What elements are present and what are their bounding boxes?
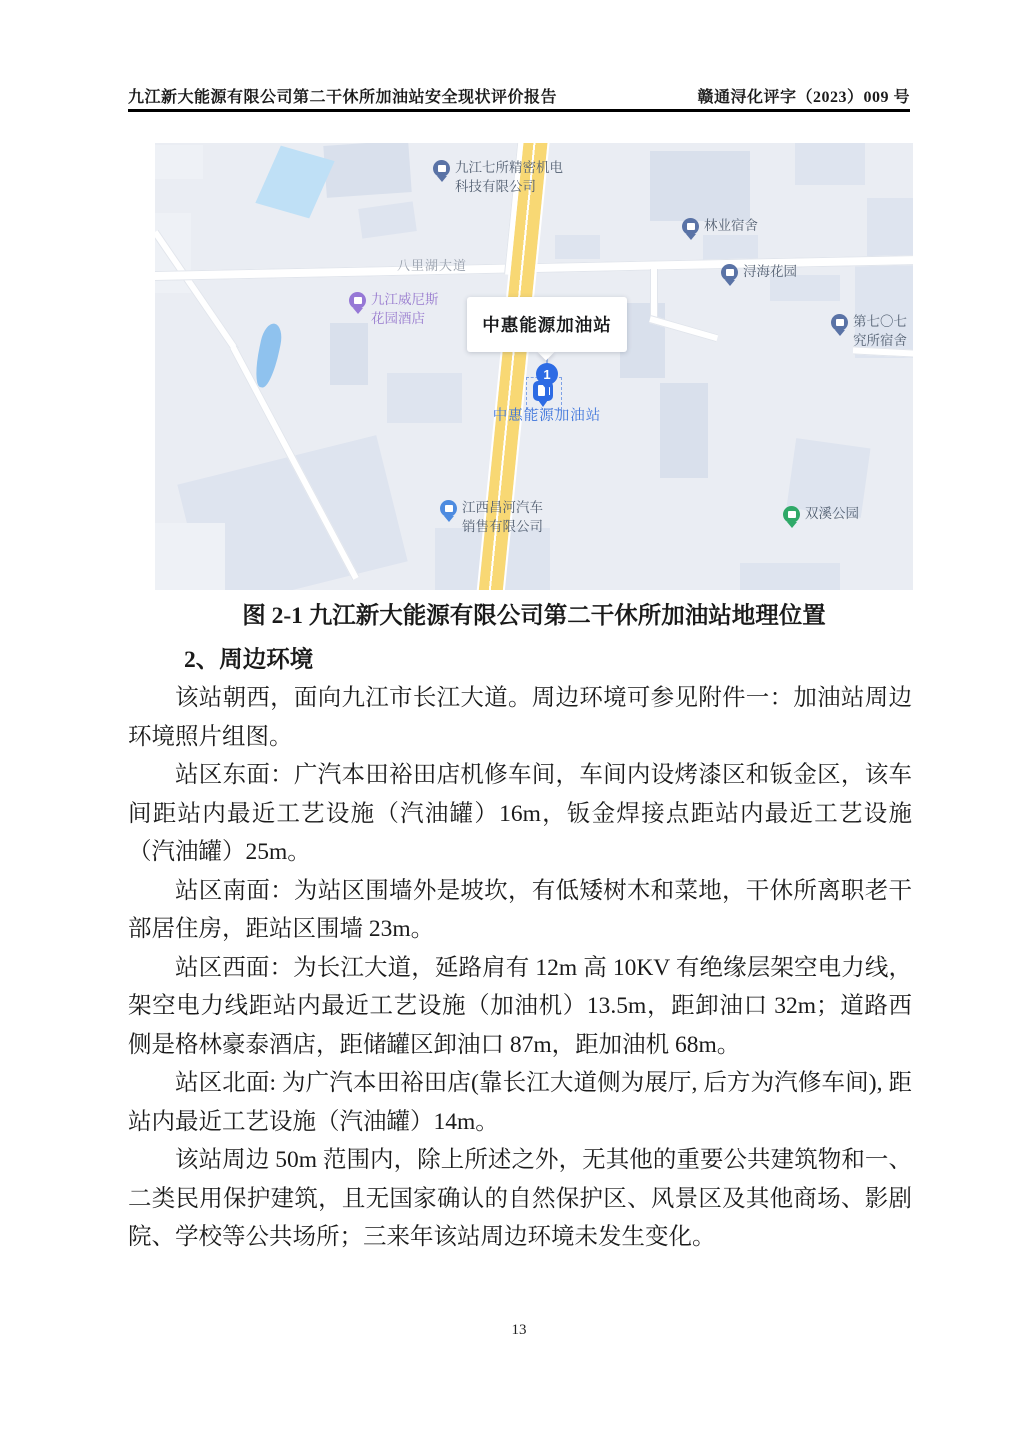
- poi-label: 九江七所精密机电: [455, 160, 563, 175]
- map-poi-jingmi-company: [433, 159, 563, 196]
- building-pin-icon: [721, 264, 738, 281]
- map-poi-shuangxi-park: [783, 505, 859, 524]
- poi-label: 双溪公园: [805, 506, 859, 521]
- map-building: [660, 383, 708, 478]
- paragraph: 该站朝西，面向九江市长江大道。周边环境可参见附件一：加油站周边环境照片组图。: [128, 685, 912, 750]
- poi-label: 第七〇七: [853, 314, 907, 329]
- station-map-label: 中惠能源加油站: [492, 408, 602, 424]
- map-road-side: [650, 269, 658, 319]
- map-building: [155, 523, 225, 590]
- map-poi-linye-dorm: [682, 217, 758, 236]
- header-left-title: 九江新大能源有限公司第二干休所加油站安全现状评价报告: [128, 89, 558, 106]
- header-right-docnumber: 赣通浔化评字（2023）009 号: [697, 89, 910, 106]
- poi-label: 九江威尼斯: [371, 292, 439, 307]
- map-poi-venice-hotel: [349, 291, 439, 328]
- park-pin-icon: [783, 506, 800, 523]
- paragraph: 站区南面：为站区围墙外是坡坎，有低矮树木和菜地，干休所离职老干部居住房，距站区围墙 23m。: [128, 877, 912, 942]
- station-infobox: 中惠能源加油站: [467, 297, 627, 352]
- poi-label: 销售有限公司: [462, 518, 543, 534]
- page-number: 13: [511, 1322, 527, 1338]
- section-heading: 2、周边环境: [184, 647, 314, 673]
- poi-label: 究所宿舍: [853, 332, 907, 348]
- map-building: [358, 201, 417, 238]
- paragraph: 该站周边 50m 范围内，除上所述之外，无其他的重要公共建筑物和一、二类民用保护建筑，且无国家确认的自然保护区、风景区及其他商场、影剧院、学校等公共场所；三来年该站周边环境未发生变化。: [128, 1147, 912, 1250]
- building-pin-icon: [682, 218, 699, 235]
- map-building: [387, 373, 462, 423]
- car-pin-icon: [440, 500, 457, 517]
- map-building: [555, 235, 600, 259]
- paragraph: 站区西面：为长江大道，延路肩有 12m 高 10KV 有绝缘层架空电力线，架空电力线距站内最近工艺设施（加油机）13.5m，距卸油口 32m；道路西侧是格林豪泰酒店，距储罐区卸油口 87m，距加油机 68m。: [128, 954, 912, 1058]
- location-map-figure: [155, 143, 913, 590]
- map-pond: [251, 322, 284, 390]
- header-rule: [128, 109, 910, 112]
- poi-label: 科技有限公司: [455, 178, 536, 194]
- map-building: [155, 145, 203, 179]
- map-building: [740, 563, 840, 590]
- marker-number-badge: 1: [536, 363, 558, 385]
- map-building: [795, 143, 865, 185]
- map-poi-xunhai-garden: [721, 263, 797, 282]
- building-pin-icon: [433, 160, 450, 177]
- hotel-pin-icon: [349, 292, 366, 309]
- paragraph: 站区东面：广汽本田裕田店机修车间，车间内设烤漆区和钣金区，该车间距站内最近工艺设施（汽油罐）16m，钣金焊接点距站内最近工艺设施（汽油罐）25m。: [128, 762, 912, 865]
- poi-label: 江西昌河汽车: [462, 500, 543, 515]
- figure-caption: 图 2-1 九江新大能源有限公司第二干休所加油站地理位置: [242, 603, 826, 629]
- map-pond: [255, 146, 334, 219]
- map-building: [650, 151, 750, 221]
- body-text: [128, 679, 912, 1257]
- map-building: [323, 143, 411, 198]
- map-building: [330, 323, 368, 385]
- map-poi-changhe-auto: [440, 499, 543, 536]
- page-header: [128, 84, 910, 107]
- poi-label: 花园酒店: [371, 310, 425, 326]
- map-building: [703, 235, 758, 261]
- poi-label: 林业宿舍: [704, 218, 758, 233]
- paragraph: 站区北面: 为广汽本田裕田店(靠长江大道侧为展厅, 后方为汽修车间), 距站内最近工艺设施（汽油罐）14m。: [128, 1070, 912, 1135]
- building-pin-icon: [831, 314, 848, 331]
- map-poi-707-institute-dorm: [831, 313, 907, 350]
- map-road-label: 八里湖大道: [397, 258, 468, 273]
- poi-label: 浔海花园: [743, 264, 797, 279]
